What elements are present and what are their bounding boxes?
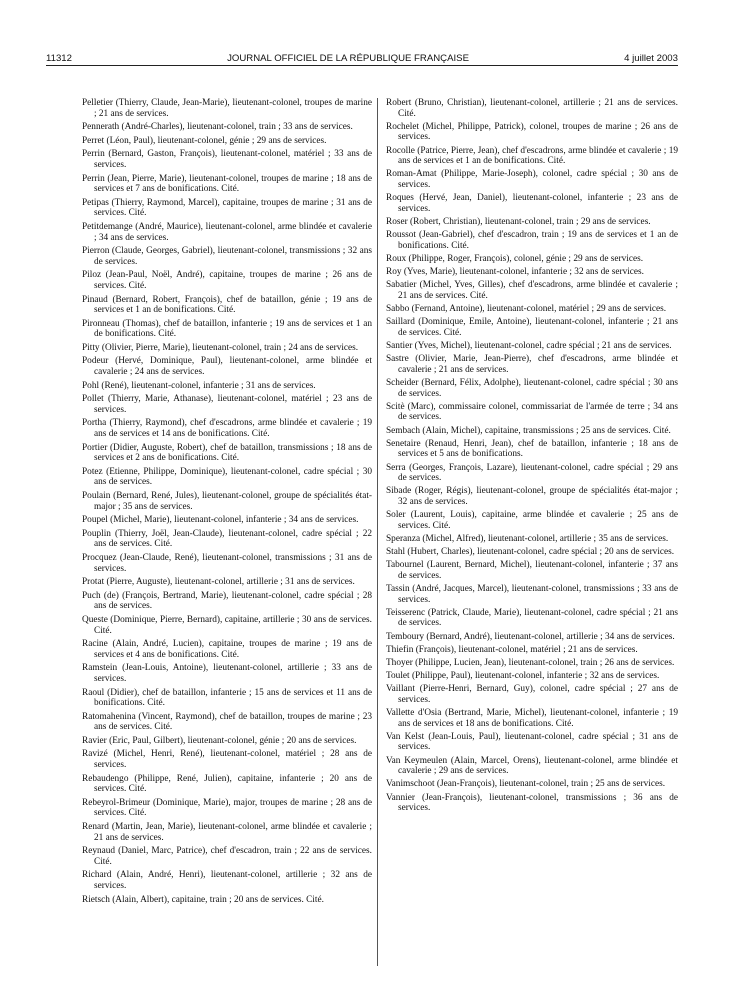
list-item: Stahl (Hubert, Charles), lieutenant-colonel, cadre spécial ; 20 ans de services. [386,547,675,558]
list-item: Pennerath (André-Charles), lieutenant-colonel, train ; 33 ans de services. [82,122,353,133]
list-item: Van Kelst (Jean-Louis, Paul), lieutenant-colonel, cadre spécial ; 31 ans de services. [386,731,678,753]
list-item: Perrin (Jean, Pierre, Marie), lieutenant-colonel, troupes de marine ; 18 ans de services et 7 ans de bonifications. Cité. [82,173,372,195]
list-item: Sabbo (Fernand, Antoine), lieutenant-colonel, matériel ; 29 ans de services. [386,304,667,315]
list-item: Senetaire (Renaud, Henri, Jean), chef de bataillon, infanterie ; 18 ans de services et 5 ans de bonifications. [386,438,678,460]
right-column [386,98,678,816]
list-item: Thoyer (Philippe, Lucien, Jean), lieutenant-colonel, train ; 26 ans de services. [386,657,675,668]
list-item: Rocolle (Patrice, Pierre, Jean), chef d'escadrons, arme blindée et cavalerie ; 19 ans de services et 1 an de bonifications. Cité. [386,145,678,167]
list-item: Sabatier (Michel, Yves, Gilles), chef d'escadrons, arme blindée et cavalerie ; 21 ans de services. Cité. [386,280,678,301]
list-item: Portha (Thierry, Raymond), chef d'escadrons, arme blindée et cavalerie ; 19 ans de services et 14 ans de bonifications. Cité. [82,418,372,440]
list-item: Roser (Robert, Christian), lieutenant-colonel, train ; 29 ans de services. [386,216,651,227]
list-item: Rebaudengo (Philippe, René, Julien), capitaine, infanterie ; 20 ans de services. Cité. [82,773,372,795]
list-item: Van Keymeulen (Alain, Marcel, Orens), lieutenant-colonel, arme blindée et cavalerie ; 29 ans de services. [386,755,678,777]
list-item: Thiefin (François), lieutenant-colonel, matériel ; 21 ans de services. [386,644,638,655]
list-item: Piloz (Jean-Paul, Noël, André), capitaine, troupes de marine ; 26 ans de services. Cité. [82,270,372,291]
journal-title: JOURNAL OFFICIEL DE LA RÉPUBLIQUE FRANÇAISE [227,53,469,64]
list-item: Roussot (Jean-Gabriel), chef d'escadron, train ; 19 ans de services et 1 an de bonifications. Cité. [386,230,678,251]
list-item: Serra (Georges, François, Lazare), lieutenant-colonel, cadre spécial ; 29 ans de services. [386,462,678,484]
left-column [82,98,372,908]
list-item: Roques (Hervé, Jean, Daniel), lieutenant-colonel, infanterie ; 23 ans de services. [386,193,678,214]
list-item: Reynaud (Daniel, Marc, Patrice), chef d'escadron, train ; 22 ans de services. Cité. [82,846,372,867]
list-item: Santier (Yves, Michel), lieutenant-colonel, cadre spécial ; 21 ans de services. [386,341,672,351]
list-item: Potez (Etienne, Philippe, Dominique), lieutenant-colonel, cadre spécial ; 30 ans de services. [82,466,372,488]
list-item: Vannier (Jean-François), lieutenant-colonel, transmissions ; 36 ans de services. [386,792,678,814]
list-item: Petipas (Thierry, Raymond, Marcel), capitaine, troupes de marine ; 31 ans de services. Cité. [82,197,372,219]
list-item: Soler (Laurent, Louis), capitaine, arme blindée et cavalerie ; 25 ans de services. Cité. [386,510,678,531]
list-item: Richard (Alain, André, Henri), lieutenant-colonel, artillerie ; 32 ans de services. [82,870,372,891]
list-item: Tassin (André, Jacques, Marcel), lieutenant-colonel, transmissions ; 33 ans de services. [386,584,678,605]
list-item: Pohl (René), lieutenant-colonel, infanterie ; 31 ans de services. [82,380,316,391]
list-item: Pinaud (Bernard, Robert, François), chef de bataillon, génie ; 19 ans de services et 1 an de bonifications. Cité. [82,294,372,316]
list-item: Puch (de) (François, Bertrand, Marie), lieutenant-colonel, cadre spécial ; 28 ans de services. [82,590,372,612]
list-item: Teisserenc (Patrick, Claude, Marie), lieutenant-colonel, cadre spécial ; 21 ans de services. [386,607,678,629]
list-item: Temboury (Bernard, André), lieutenant-colonel, artillerie ; 34 ans de services. [386,631,675,642]
list-item: Renard (Martin, Jean, Marie), lieutenant-colonel, arme blindée et cavalerie ; 21 ans de services. [82,822,372,843]
list-item: Pouplin (Thierry, Joël, Jean-Claude), lieutenant-colonel, cadre spécial ; 22 ans de services. Cité. [82,528,372,550]
list-item: Pierron (Claude, Georges, Gabriel), lieutenant-colonel, transmissions ; 32 ans de services. [82,246,372,267]
list-item: Roman-Amat (Philippe, Marie-Joseph), colonel, cadre spécial ; 30 ans de services. [386,169,678,190]
list-item: Vallette d'Osia (Bertrand, Marie, Michel), lieutenant-colonel, infanterie ; 19 ans de services et 18 ans de bonifications. Cité. [386,708,678,729]
list-item: Procquez (Jean-Claude, René), lieutenant-colonel, transmissions ; 31 ans de services. [82,552,372,574]
list-item: Robert (Bruno, Christian), lieutenant-colonel, artillerie ; 21 ans de services. Cité. [386,98,678,119]
column-separator [377,98,378,966]
list-item: Poulain (Bernard, René, Jules), lieutenant-colonel, groupe de spécialités état-major ; 35 ans de services. [82,491,372,512]
list-item: Raoul (Didier), chef de bataillon, infanterie ; 15 ans de services et 11 ans de bonifications. Cité. [82,687,372,709]
list-item: Scitè (Marc), commissaire colonel, commissariat de l'armée de terre ; 34 ans de services. [386,401,678,423]
list-item: Ramstein (Jean-Louis, Antoine), lieutenant-colonel, artillerie ; 33 ans de services. [82,663,372,684]
list-item: Ravier (Eric, Paul, Gilbert), lieutenant-colonel, génie ; 20 ans de services. [82,735,357,746]
list-item: Petitdemange (André, Maurice), lieutenant-colonel, arme blindée et cavalerie ; 34 ans de services. [82,221,372,243]
list-item: Sastre (Olivier, Marie, Jean-Pierre), chef d'escadrons, arme blindée et cavalerie ; 21 ans de services. [386,354,678,375]
list-item: Ratomahenina (Vincent, Raymond), chef de bataillon, troupes de marine ; 23 ans de services. Cité. [82,711,372,733]
header-rule [46,65,678,66]
list-item: Perret (Léon, Paul), lieutenant-colonel, génie ; 29 ans de services. [82,135,327,146]
list-item: Pelletier (Thierry, Claude, Jean-Marie), lieutenant-colonel, troupes de marine ; 21 ans de services. [82,98,372,119]
list-item: Pitty (Olivier, Pierre, Marie), lieutenant-colonel, train ; 24 ans de services. [82,342,359,353]
list-item: Scheider (Bernard, Félix, Adolphe), lieutenant-colonel, cadre spécial ; 30 ans de services. [386,377,678,399]
list-item: Speranza (Michel, Alfred), lieutenant-colonel, artillerie ; 35 ans de services. [386,533,669,544]
list-item: Racine (Alain, André, Lucien), capitaine, troupes de marine ; 19 ans de services et 4 ans de bonifications. Cité. [82,639,372,660]
list-item: Vaillant (Pierre-Henri, Bernard, Guy), colonel, cadre spécial ; 27 ans de services. [386,684,678,705]
page-header [46,50,678,64]
list-item: Queste (Dominique, Pierre, Bernard), capitaine, artillerie ; 30 ans de services. Cité. [82,614,372,636]
list-item: Poupel (Michel, Marie), lieutenant-colonel, infanterie ; 34 ans de services. [82,515,359,526]
list-item: Pironneau (Thomas), chef de bataillon, infanterie ; 19 ans de services et 1 an de bonifications. Cité. [82,318,372,340]
list-item: Rietsch (Alain, Albert), capitaine, train ; 20 ans de services. Cité. [82,894,324,905]
list-item: Perrin (Bernard, Gaston, François), lieutenant-colonel, matériel ; 33 ans de services. [82,149,372,170]
list-item: Saillard (Dominique, Emile, Antoine), lieutenant-colonel, infanterie ; 21 ans de services. Cité. [386,317,678,338]
publication-date: 4 juillet 2003 [624,53,678,64]
list-item: Portier (Didier, Auguste, Robert), chef de bataillon, transmissions ; 18 ans de services et 2 ans de bonifications. Cité. [82,442,372,464]
list-item: Toulet (Philippe, Paul), lieutenant-colonel, infanterie ; 32 ans de services. [386,671,660,682]
list-item: Ravizé (Michel, Henri, René), lieutenant-colonel, matériel ; 28 ans de services. [82,749,372,771]
page-number: 11312 [46,53,72,64]
list-item: Vanimschoot (Jean-François), lieutenant-colonel, train ; 25 ans de services. [386,779,666,790]
list-item: Sibade (Roger, Régis), lieutenant-colonel, groupe de spécialités état-major ; 32 ans de services. [386,486,678,507]
list-item: Sembach (Alain, Michel), capitaine, transmissions ; 25 ans de services. Cité. [386,425,671,436]
list-item: Protat (Pierre, Auguste), lieutenant-colonel, artillerie ; 31 ans de services. [82,577,355,588]
list-item: Rebeyrol-Brimeur (Dominique, Marie), major, troupes de marine ; 28 ans de services. Cité. [82,797,372,819]
list-item: Podeur (Hervé, Dominique, Paul), lieutenant-colonel, arme blindée et cavalerie ; 24 ans de services. [82,356,372,378]
list-item: Rochelet (Michel, Philippe, Patrick), colonel, troupes de marine ; 26 ans de services. [386,121,678,143]
list-item: Roux (Philippe, Roger, François), colonel, génie ; 29 ans de services. [386,253,644,264]
list-item: Pollet (Thierry, Marie, Athanase), lieutenant-colonel, matériel ; 23 ans de services. [82,394,372,415]
list-item: Roy (Yves, Marie), lieutenant-colonel, infanterie ; 32 ans de services. [386,267,645,278]
list-item: Tabournel (Laurent, Bernard, Michel), lieutenant-colonel, infanterie ; 37 ans de services. [386,560,678,581]
